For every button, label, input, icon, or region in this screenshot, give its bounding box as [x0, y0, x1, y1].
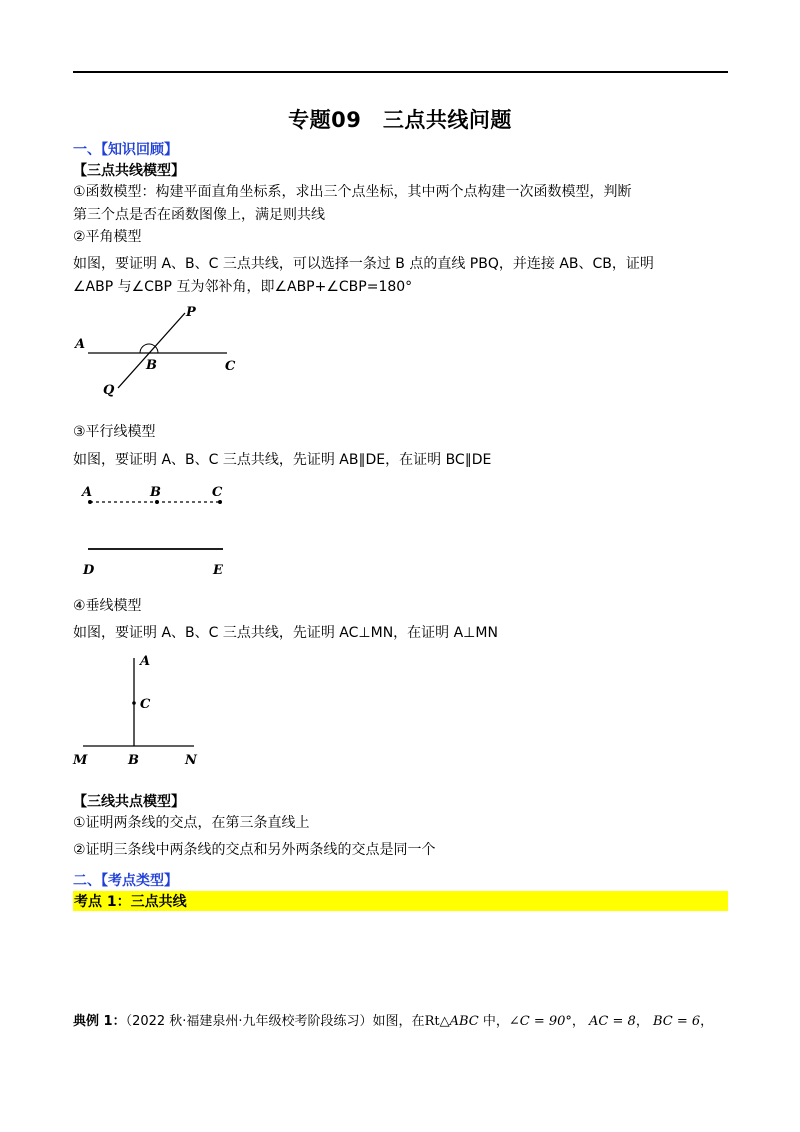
label-b: B — [150, 485, 161, 500]
example-label: 典例 1： — [73, 1014, 126, 1029]
concurrent-model-text-line2: ②证明三条线中两条线的交点和另外两条线的交点是同一个 — [73, 842, 436, 858]
perpendicular-model-heading: ④垂线模型 — [73, 598, 142, 614]
example-mid: 中， — [478, 1014, 509, 1029]
straight-angle-figure — [70, 300, 250, 405]
straight-angle-model-text-line2: ∠ABP 与∠CBP 互为邻补角，即∠ABP+∠CBP=180° — [73, 279, 413, 295]
kaodian-label: 考点 1：三点共线 — [74, 894, 187, 910]
label-q: Q — [103, 383, 115, 398]
parallel-model-heading: ③平行线模型 — [73, 424, 156, 440]
rt-symbol: Rt△ — [424, 1014, 450, 1029]
concurrent-model-text-line1: ①证明两条线的交点，在第三条直线上 — [73, 815, 310, 831]
function-model-text-line1: ①函数模型：构建平面直角坐标系，求出三个点坐标，其中两个点构建一次函数模型，判断 — [73, 184, 632, 200]
label-a: A — [140, 654, 151, 669]
bc-equation: BC = 6 — [652, 1014, 701, 1029]
perpendicular-figure — [70, 648, 210, 773]
point-c — [132, 701, 136, 705]
label-b: B — [146, 358, 157, 373]
label-e: E — [213, 563, 223, 578]
triangle-name: ABC — [449, 1014, 479, 1029]
comma: ， — [571, 1014, 590, 1029]
angle-c-equation: ∠C = 90° — [508, 1014, 572, 1029]
example-line — [73, 1010, 773, 1029]
parallel-figure — [75, 475, 245, 585]
label-c: C — [212, 485, 223, 500]
point-b — [155, 500, 159, 504]
label-n: N — [185, 753, 197, 768]
parallel-model-text: 如图，要证明 A、B、C 三点共线，先证明 AB∥DE，在证明 BC∥DE — [73, 452, 492, 468]
comma: ， — [635, 1014, 653, 1029]
line-pq — [118, 313, 185, 388]
label-c: C — [225, 359, 236, 374]
label-b: B — [128, 753, 139, 768]
header-rule — [73, 71, 728, 73]
model-heading-collinear: 【三点共线模型】 — [73, 163, 185, 179]
comma: ， — [700, 1014, 714, 1029]
label-a: A — [82, 485, 93, 500]
section-heading-review: 一、【知识回顾】 — [73, 142, 178, 158]
function-model-text-line2: 第三个点是否在函数图像上，满足则共线 — [73, 207, 325, 223]
label-a: A — [75, 337, 86, 352]
ac-equation: AC = 8 — [589, 1014, 636, 1029]
model-heading-concurrent: 【三线共点模型】 — [73, 794, 185, 810]
example-source: （2022 秋·福建泉州·九年级校考阶段练习）如图，在 — [125, 1014, 425, 1029]
point-c — [218, 500, 222, 504]
page-title: 专题09 三点共线问题 — [288, 108, 512, 132]
label-d: D — [83, 563, 95, 578]
label-c: C — [140, 697, 151, 712]
point-a — [88, 500, 92, 504]
label-p: P — [186, 305, 196, 320]
straight-angle-model-text-line1: 如图，要证明 A、B、C 三点共线，可以选择一条过 B 点的直线 PBQ，并连接 AB、CB，证明 — [73, 256, 654, 272]
straight-angle-model-heading: ②平角模型 — [73, 229, 142, 245]
kaodian-highlight-bar — [73, 891, 728, 911]
perpendicular-model-text: 如图，要证明 A、B、C 三点共线，先证明 AC⊥MN，在证明 A⊥MN — [73, 625, 498, 641]
label-m: M — [73, 753, 88, 768]
section-heading-types: 二、【考点类型】 — [73, 873, 178, 889]
